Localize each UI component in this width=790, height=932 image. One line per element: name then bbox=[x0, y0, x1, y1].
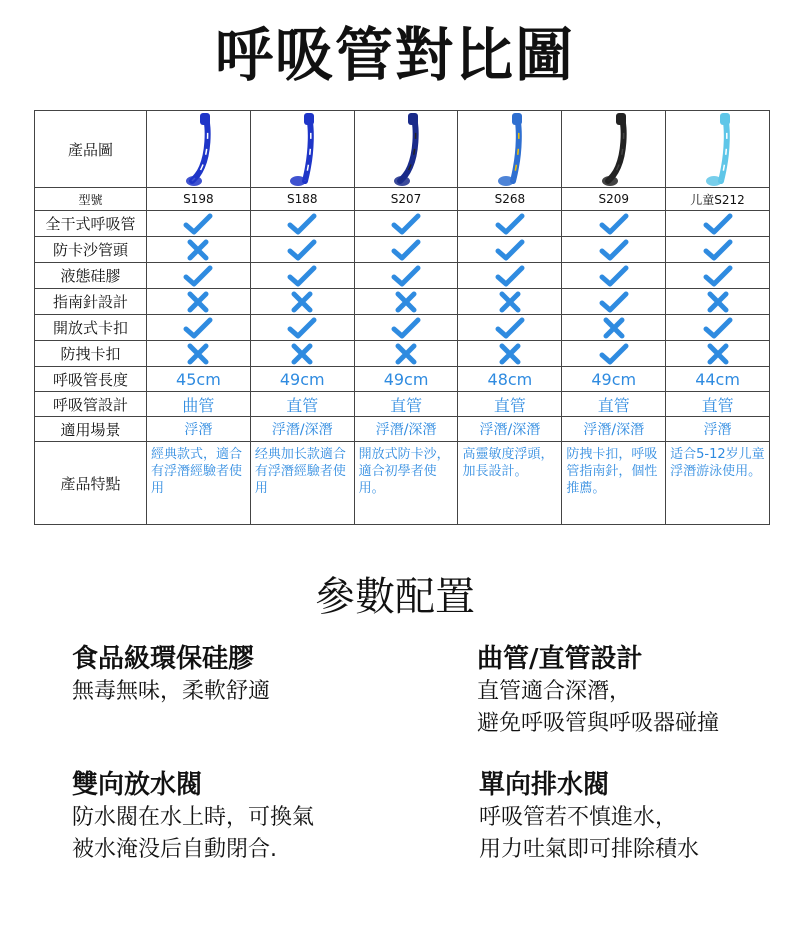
row-label: 防拽卡扣 bbox=[35, 341, 147, 367]
feature-text: 避免呼吸管與呼吸器碰撞 bbox=[477, 711, 720, 736]
value-cell bbox=[458, 367, 562, 392]
check-icon bbox=[458, 316, 561, 340]
feature-cell bbox=[250, 442, 354, 525]
row-label: 開放式卡扣 bbox=[35, 315, 147, 341]
row-feature bbox=[35, 237, 770, 263]
value-cell bbox=[354, 367, 458, 392]
mark-cell bbox=[354, 211, 458, 237]
check-icon bbox=[562, 290, 665, 314]
row-label: 呼吸管設計 bbox=[35, 392, 147, 417]
mark-cell bbox=[666, 263, 770, 289]
row-design bbox=[35, 392, 770, 417]
row-label: 產品特點 bbox=[35, 442, 147, 525]
feature-desc: 高靈敏度浮頭，加長設計。 bbox=[462, 447, 554, 479]
mark-cell bbox=[458, 263, 562, 289]
feature-text: 無毒無味，柔軟舒適 bbox=[72, 679, 271, 704]
feature-one-way-valve bbox=[479, 768, 699, 866]
value-cell bbox=[562, 417, 666, 442]
page-title: 呼吸管對比圖 bbox=[214, 21, 575, 89]
feature-heading: 雙向放水閥 bbox=[72, 770, 203, 800]
check-icon bbox=[666, 316, 769, 340]
feature-tube-design bbox=[477, 642, 719, 740]
model-cell: 儿童S212 bbox=[666, 188, 770, 211]
check-icon bbox=[666, 264, 769, 288]
product-image-cell bbox=[458, 111, 562, 188]
row-feature bbox=[35, 315, 770, 341]
mark-cell bbox=[666, 289, 770, 315]
mark-cell bbox=[666, 237, 770, 263]
check-icon bbox=[666, 212, 769, 236]
check-icon bbox=[458, 238, 561, 262]
check-icon bbox=[666, 238, 769, 262]
value-cell bbox=[250, 392, 354, 417]
comparison-table bbox=[34, 110, 770, 525]
value-text: 浮潛 bbox=[703, 422, 732, 438]
cross-icon bbox=[147, 290, 250, 314]
row-label: 全干式呼吸管 bbox=[35, 211, 147, 237]
value-text: 44cm bbox=[695, 369, 740, 389]
value-text: 直管 bbox=[701, 395, 734, 415]
row-feature bbox=[35, 341, 770, 367]
mark-cell bbox=[354, 341, 458, 367]
feature-heading: 食品級環保硅膠 bbox=[72, 644, 255, 674]
value-text: 浮潛 bbox=[184, 422, 213, 438]
cross-icon bbox=[251, 290, 354, 314]
value-text: 浮潛/深潛 bbox=[271, 422, 333, 438]
check-icon bbox=[251, 316, 354, 340]
model-cell: S207 bbox=[354, 188, 458, 211]
check-icon bbox=[562, 342, 665, 366]
mark-cell bbox=[458, 341, 562, 367]
row-label: 產品圖 bbox=[35, 111, 147, 188]
mark-cell bbox=[147, 341, 251, 367]
value-cell bbox=[354, 392, 458, 417]
value-text: 直管 bbox=[286, 395, 319, 415]
feature-cell bbox=[354, 442, 458, 525]
mark-cell bbox=[250, 289, 354, 315]
value-text: 直管 bbox=[493, 395, 526, 415]
check-icon bbox=[355, 238, 458, 262]
mark-cell bbox=[147, 263, 251, 289]
mark-cell bbox=[458, 289, 562, 315]
cross-icon bbox=[147, 342, 250, 366]
value-text: 直管 bbox=[597, 395, 630, 415]
mark-cell bbox=[354, 237, 458, 263]
check-icon bbox=[458, 264, 561, 288]
feature-two-way-valve bbox=[72, 768, 314, 866]
config-title: 參數配置 bbox=[315, 574, 475, 620]
mark-cell bbox=[250, 341, 354, 367]
mark-cell bbox=[666, 211, 770, 237]
value-cell bbox=[354, 417, 458, 442]
cross-icon bbox=[355, 290, 458, 314]
product-image-cell bbox=[250, 111, 354, 188]
mark-cell bbox=[458, 237, 562, 263]
mark-cell bbox=[458, 211, 562, 237]
mark-cell bbox=[147, 289, 251, 315]
check-icon bbox=[355, 264, 458, 288]
check-icon bbox=[251, 264, 354, 288]
cross-icon bbox=[666, 342, 769, 366]
model-cell: S209 bbox=[562, 188, 666, 211]
feature-silicone bbox=[72, 642, 270, 708]
cross-icon bbox=[458, 342, 561, 366]
value-text: 49cm bbox=[279, 369, 325, 389]
mark-cell bbox=[666, 341, 770, 367]
mark-cell bbox=[562, 289, 666, 315]
value-text: 直管 bbox=[390, 395, 423, 415]
feature-text: 用力吐氣即可排除積水 bbox=[479, 837, 700, 862]
mark-cell bbox=[562, 211, 666, 237]
cross-icon bbox=[147, 238, 250, 262]
value-cell bbox=[458, 417, 562, 442]
feature-desc: 開放式防卡沙，適合初學者使用。 bbox=[358, 447, 450, 496]
row-label: 液態硅膠 bbox=[35, 263, 147, 289]
check-icon bbox=[458, 212, 561, 236]
value-cell bbox=[147, 367, 251, 392]
value-text: 49cm bbox=[591, 369, 637, 389]
cross-icon bbox=[666, 290, 769, 314]
check-icon bbox=[251, 238, 354, 262]
snorkel-icon bbox=[251, 111, 354, 187]
feature-heading: 單向排水閥 bbox=[479, 770, 610, 800]
mark-cell bbox=[250, 237, 354, 263]
row-feature bbox=[35, 289, 770, 315]
snorkel-icon bbox=[355, 111, 458, 187]
value-cell bbox=[147, 417, 251, 442]
value-cell bbox=[250, 367, 354, 392]
check-icon bbox=[147, 316, 250, 340]
check-icon bbox=[147, 212, 250, 236]
value-text: 48cm bbox=[487, 369, 533, 389]
row-features bbox=[35, 442, 770, 525]
feature-heading: 曲管/直管設計 bbox=[477, 644, 643, 674]
value-text: 45cm bbox=[176, 369, 221, 389]
value-text: 浮潛/深潛 bbox=[479, 422, 541, 438]
value-cell bbox=[562, 367, 666, 392]
product-image-cell bbox=[354, 111, 458, 188]
snorkel-icon bbox=[666, 111, 769, 187]
cross-icon bbox=[251, 342, 354, 366]
mark-cell bbox=[458, 315, 562, 341]
product-image-cell bbox=[147, 111, 251, 188]
row-length bbox=[35, 367, 770, 392]
model-cell: S268 bbox=[458, 188, 562, 211]
mark-cell bbox=[562, 237, 666, 263]
mark-cell bbox=[147, 237, 251, 263]
row-model bbox=[35, 188, 770, 211]
mark-cell bbox=[354, 315, 458, 341]
mark-cell bbox=[250, 211, 354, 237]
check-icon bbox=[562, 238, 665, 262]
mark-cell bbox=[147, 315, 251, 341]
model-cell: S188 bbox=[250, 188, 354, 211]
snorkel-icon bbox=[562, 111, 665, 187]
value-text: 曲管 bbox=[182, 395, 215, 415]
model-cell: S198 bbox=[147, 188, 251, 211]
row-label: 適用場景 bbox=[35, 417, 147, 442]
row-feature bbox=[35, 211, 770, 237]
value-cell bbox=[458, 392, 562, 417]
check-icon bbox=[147, 264, 250, 288]
check-icon bbox=[355, 212, 458, 236]
mark-cell bbox=[147, 211, 251, 237]
check-icon bbox=[562, 264, 665, 288]
mark-cell bbox=[666, 315, 770, 341]
cross-icon bbox=[458, 290, 561, 314]
mark-cell bbox=[354, 263, 458, 289]
value-cell bbox=[666, 417, 770, 442]
value-cell bbox=[250, 417, 354, 442]
value-cell bbox=[666, 367, 770, 392]
check-icon bbox=[251, 212, 354, 236]
mark-cell bbox=[562, 341, 666, 367]
cross-icon bbox=[355, 342, 458, 366]
value-cell bbox=[147, 392, 251, 417]
snorkel-icon bbox=[147, 111, 250, 187]
feature-text: 防水閥在水上時，可換氣 bbox=[72, 805, 315, 830]
row-scene bbox=[35, 417, 770, 442]
mark-cell bbox=[562, 315, 666, 341]
feature-cell bbox=[147, 442, 251, 525]
row-feature bbox=[35, 263, 770, 289]
feature-desc: 經典款式，適合有浮潛經驗者使用 bbox=[151, 447, 243, 496]
feature-desc: 防拽卡扣，呼吸管指南針，個性推薦。 bbox=[566, 447, 658, 496]
snorkel-icon bbox=[458, 111, 561, 187]
product-image-cell bbox=[562, 111, 666, 188]
feature-desc: 经典加长款適合有浮潛經驗者使用 bbox=[254, 447, 346, 496]
cross-icon bbox=[562, 316, 665, 340]
feature-text: 呼吸管若不慎進水， bbox=[479, 805, 678, 830]
mark-cell bbox=[250, 315, 354, 341]
value-text: 49cm bbox=[383, 369, 429, 389]
feature-text: 直管適合深潛， bbox=[477, 679, 632, 704]
feature-cell bbox=[458, 442, 562, 525]
mark-cell bbox=[562, 263, 666, 289]
value-text: 浮潛/深潛 bbox=[583, 422, 645, 438]
row-label: 呼吸管長度 bbox=[35, 367, 147, 392]
row-label: 型號 bbox=[35, 188, 147, 211]
value-cell bbox=[666, 392, 770, 417]
feature-cell bbox=[562, 442, 666, 525]
check-icon bbox=[562, 212, 665, 236]
feature-cell bbox=[666, 442, 770, 525]
feature-text: 被水淹没后自動閉合. bbox=[72, 837, 277, 862]
row-product-image bbox=[35, 111, 770, 188]
value-cell bbox=[562, 392, 666, 417]
mark-cell bbox=[250, 263, 354, 289]
row-label: 防卡沙管頭 bbox=[35, 237, 147, 263]
check-icon bbox=[355, 316, 458, 340]
feature-desc: 适合5-12岁儿童浮潛游泳使用。 bbox=[670, 447, 765, 479]
row-label: 指南針設計 bbox=[35, 289, 147, 315]
mark-cell bbox=[354, 289, 458, 315]
product-image-cell bbox=[666, 111, 770, 188]
value-text: 浮潛/深潛 bbox=[375, 422, 437, 438]
